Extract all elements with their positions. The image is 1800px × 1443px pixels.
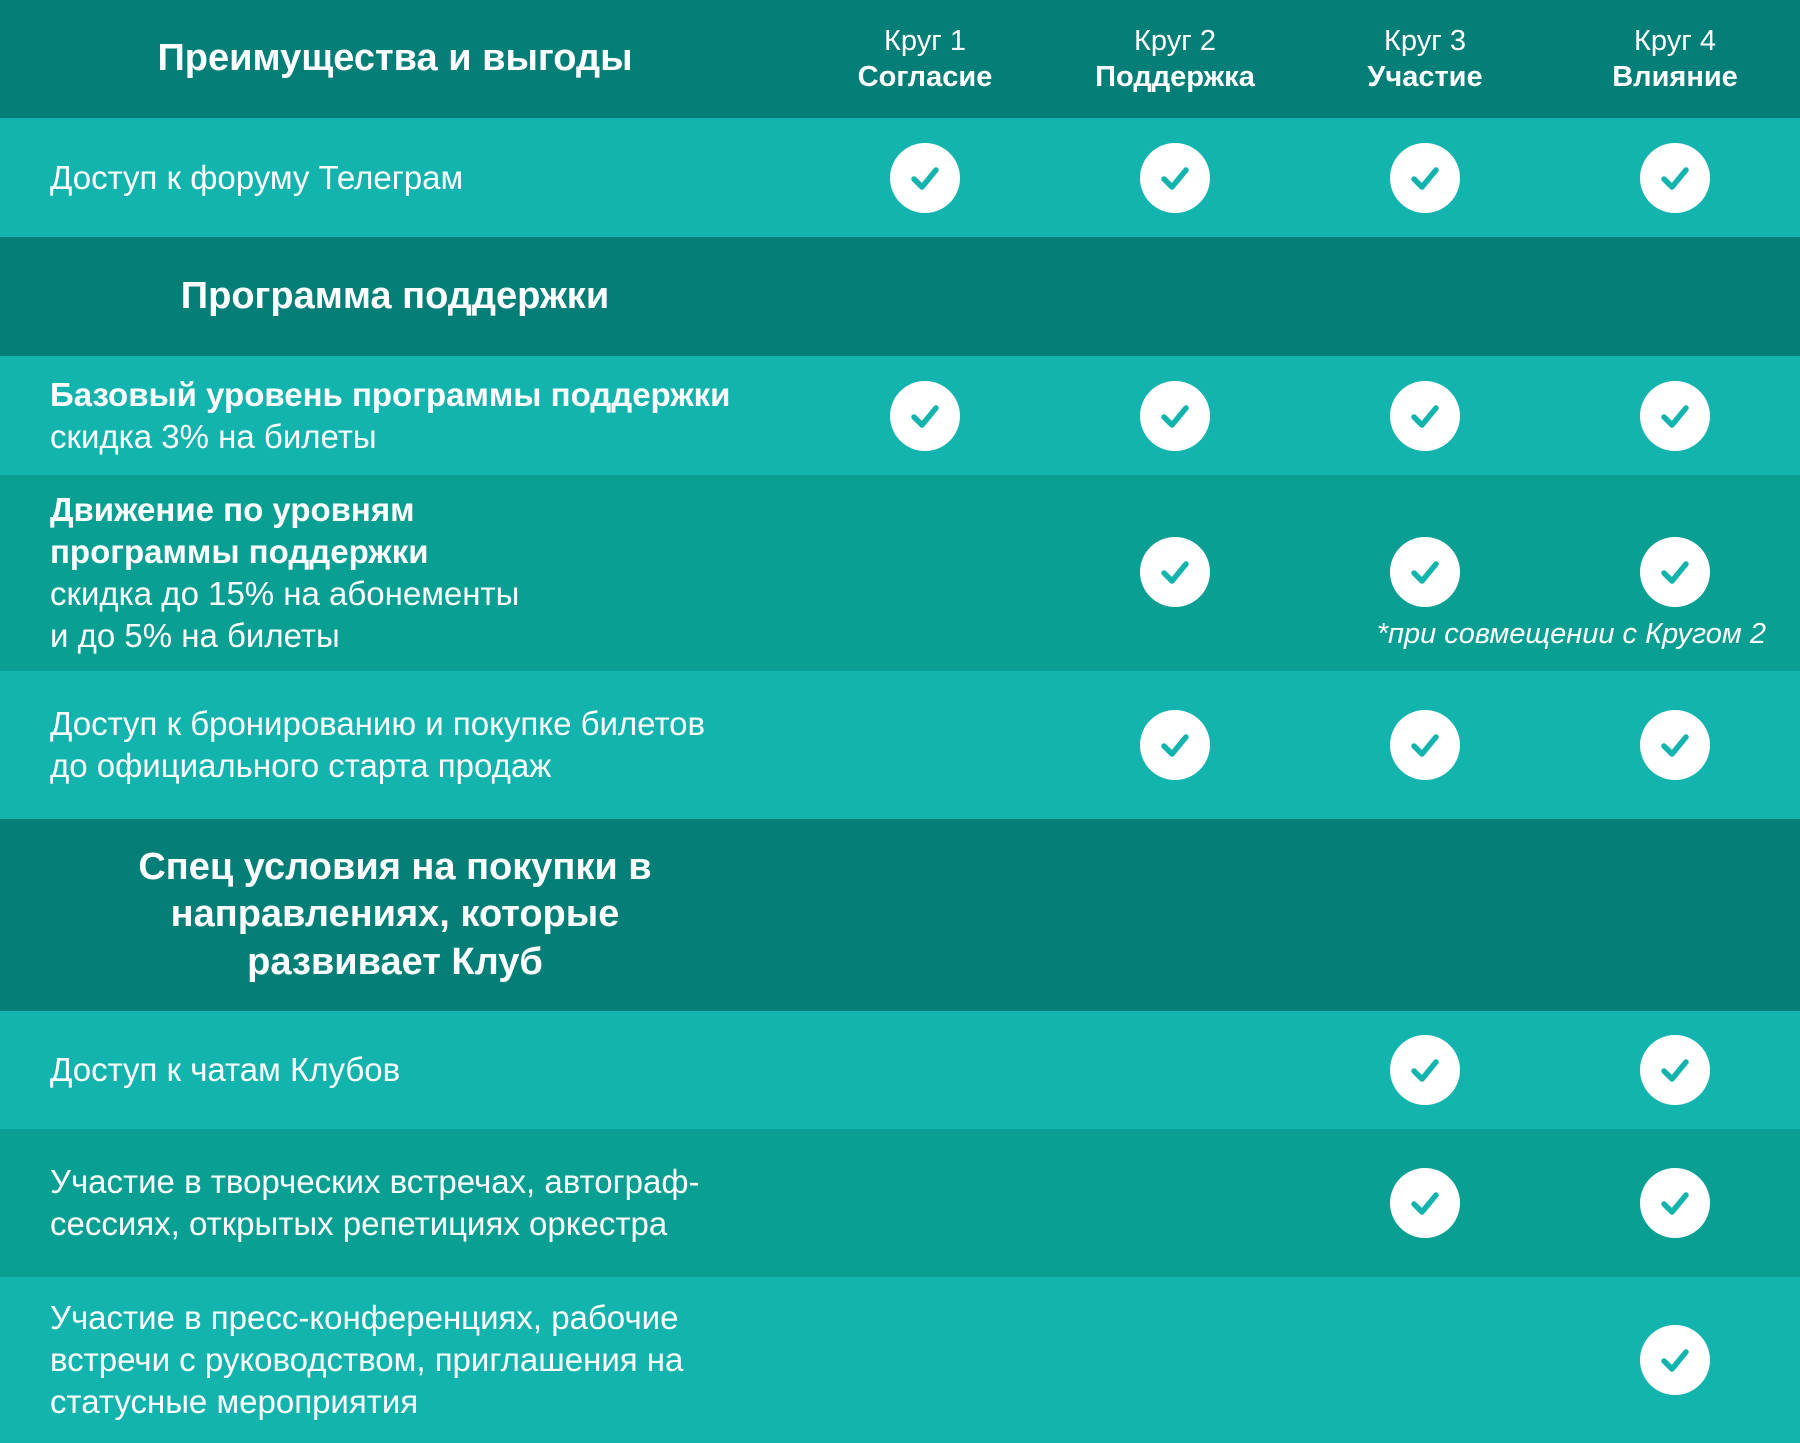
- cell-circle-3: [1300, 356, 1550, 475]
- check-mark-icon: [1405, 158, 1445, 198]
- row-telegram: [0, 118, 1800, 237]
- check-mark-icon: [1405, 396, 1445, 436]
- check-mark-icon: [1405, 725, 1445, 765]
- row-text: Доступ к чатам Клубов: [50, 1051, 401, 1088]
- check-circle-icon: [1640, 1035, 1710, 1105]
- row-text: скидка до 15% на абонементы: [50, 575, 520, 612]
- check-circle-icon: [1140, 710, 1210, 780]
- check-circle-icon: [890, 381, 960, 451]
- section-title-line: направлениях, которые: [170, 893, 620, 936]
- check-mark-icon: [1155, 158, 1195, 198]
- section-title: Программа поддержки: [180, 274, 610, 317]
- section-support-program: [0, 237, 1800, 356]
- check-mark-icon: [1655, 725, 1695, 765]
- cell-circle-4: [1550, 118, 1800, 237]
- row-title: Движение по уровням: [50, 491, 415, 528]
- cell-circle-2-empty: [1050, 1129, 1300, 1277]
- cell-circle-2-empty: [1050, 1011, 1300, 1129]
- column-header-circle-3: [1300, 0, 1550, 118]
- row-creative-meetings: [0, 1129, 1800, 1277]
- row-text: встречи с руководством, приглашения на: [50, 1341, 684, 1378]
- row-title: программы поддержки: [50, 533, 429, 570]
- row-label: [0, 671, 800, 819]
- cell-circle-1-empty: [800, 475, 1050, 671]
- cell-circle-1-empty: [800, 1011, 1050, 1129]
- column-name: Участие: [1367, 61, 1483, 93]
- row-label: [0, 1129, 800, 1277]
- check-circle-icon: [1640, 537, 1710, 607]
- cell-circle-1: [800, 356, 1050, 475]
- check-circle-icon: [1640, 381, 1710, 451]
- row-text: Участие в пресс-конференциях, рабочие: [50, 1299, 679, 1336]
- column-num: Круг 2: [1134, 24, 1216, 57]
- section-title-line: Спец условия на покупки в: [138, 845, 652, 888]
- cell-circle-4: [1550, 1277, 1800, 1443]
- check-mark-icon: [1655, 158, 1695, 198]
- cell-circle-3: [1300, 118, 1550, 237]
- check-circle-icon: [1390, 381, 1460, 451]
- cell-circle-1: [800, 118, 1050, 237]
- row-label: [0, 1277, 800, 1443]
- cell-circle-2: [1050, 356, 1300, 475]
- check-mark-icon: [1655, 1183, 1695, 1223]
- check-circle-icon: [1140, 143, 1210, 213]
- cell-circle-4: [1550, 1129, 1800, 1277]
- column-header-circle-4: [1550, 0, 1800, 118]
- cell-circle-3: [1300, 1011, 1550, 1129]
- column-header-circle-2: [1050, 0, 1300, 118]
- column-name: Поддержка: [1095, 61, 1255, 93]
- row-text: сессиях, открытых репетициях оркестра: [50, 1205, 668, 1242]
- cell-circle-1-empty: [800, 671, 1050, 819]
- check-mark-icon: [1655, 552, 1695, 592]
- check-mark-icon: [1655, 1340, 1695, 1380]
- row-presale: [0, 671, 1800, 819]
- column-num: Круг 1: [884, 24, 966, 57]
- check-mark-icon: [1405, 1050, 1445, 1090]
- row-label: [0, 475, 800, 671]
- header-title-cell: [0, 0, 800, 118]
- cell-circle-1-empty: [800, 1129, 1050, 1277]
- footnote-circle-2: *при совмещении с Кругом 2: [1376, 618, 1766, 650]
- check-mark-icon: [1405, 1183, 1445, 1223]
- check-circle-icon: [890, 143, 960, 213]
- row-text: Участие в творческих встречах, автограф-: [50, 1163, 700, 1200]
- row-title: Базовый уровень программы поддержки: [50, 375, 731, 413]
- header-row: [0, 0, 1800, 118]
- section-title-cell: [0, 237, 800, 356]
- check-circle-icon: [1390, 1035, 1460, 1105]
- check-mark-icon: [905, 158, 945, 198]
- check-circle-icon: [1390, 537, 1460, 607]
- cell-circle-2-empty: [1050, 1277, 1300, 1443]
- column-num: Круг 3: [1384, 24, 1466, 57]
- check-circle-icon: [1390, 710, 1460, 780]
- cell-circle-4: [1550, 356, 1800, 475]
- cell-circle-3-empty: [1300, 1277, 1550, 1443]
- row-text: Доступ к бронированию и покупке билетов: [50, 705, 706, 742]
- check-circle-icon: [1140, 537, 1210, 607]
- row-text: скидка 3% на билеты: [50, 417, 377, 455]
- section-special-conditions: [0, 819, 1800, 1011]
- row-text: до официального старта продаж: [50, 747, 552, 784]
- cell-circle-2: [1050, 118, 1300, 237]
- check-circle-icon: [1640, 1325, 1710, 1395]
- section-title-cell: [0, 819, 800, 1011]
- row-label: [0, 118, 800, 237]
- check-mark-icon: [1655, 396, 1695, 436]
- check-circle-icon: [1640, 143, 1710, 213]
- cell-circle-2: [1050, 671, 1300, 819]
- row-text: и до 5% на билеты: [50, 617, 340, 654]
- cell-circle-3: [1300, 1129, 1550, 1277]
- row-label: [0, 1011, 800, 1129]
- header-title: Преимущества и выгоды: [157, 37, 633, 80]
- row-label: [0, 356, 800, 475]
- row-text: статусные мероприятия: [50, 1383, 419, 1420]
- row-text: Доступ к форуму Телеграм: [50, 158, 464, 196]
- check-circle-icon: [1640, 710, 1710, 780]
- check-mark-icon: [905, 396, 945, 436]
- check-mark-icon: [1155, 552, 1195, 592]
- cell-circle-1-empty: [800, 1277, 1050, 1443]
- cell-circle-3: [1300, 671, 1550, 819]
- check-circle-icon: [1640, 1168, 1710, 1238]
- check-mark-icon: [1155, 725, 1195, 765]
- column-name: Согласие: [857, 61, 993, 93]
- row-club-chats: [0, 1011, 1800, 1129]
- cell-circle-4: [1550, 1011, 1800, 1129]
- column-name: Влияние: [1612, 61, 1738, 93]
- row-basic-level: [0, 356, 1800, 475]
- check-mark-icon: [1405, 552, 1445, 592]
- check-circle-icon: [1390, 1168, 1460, 1238]
- check-mark-icon: [1155, 396, 1195, 436]
- cell-circle-2: [1050, 475, 1300, 671]
- section-title-line: развивает Клуб: [247, 940, 543, 983]
- cell-circle-4: [1550, 671, 1800, 819]
- row-press-conferences: [0, 1277, 1800, 1443]
- column-header-circle-1: [800, 0, 1050, 118]
- column-num: Круг 4: [1634, 24, 1716, 57]
- check-circle-icon: [1140, 381, 1210, 451]
- check-mark-icon: [1655, 1050, 1695, 1090]
- check-circle-icon: [1390, 143, 1460, 213]
